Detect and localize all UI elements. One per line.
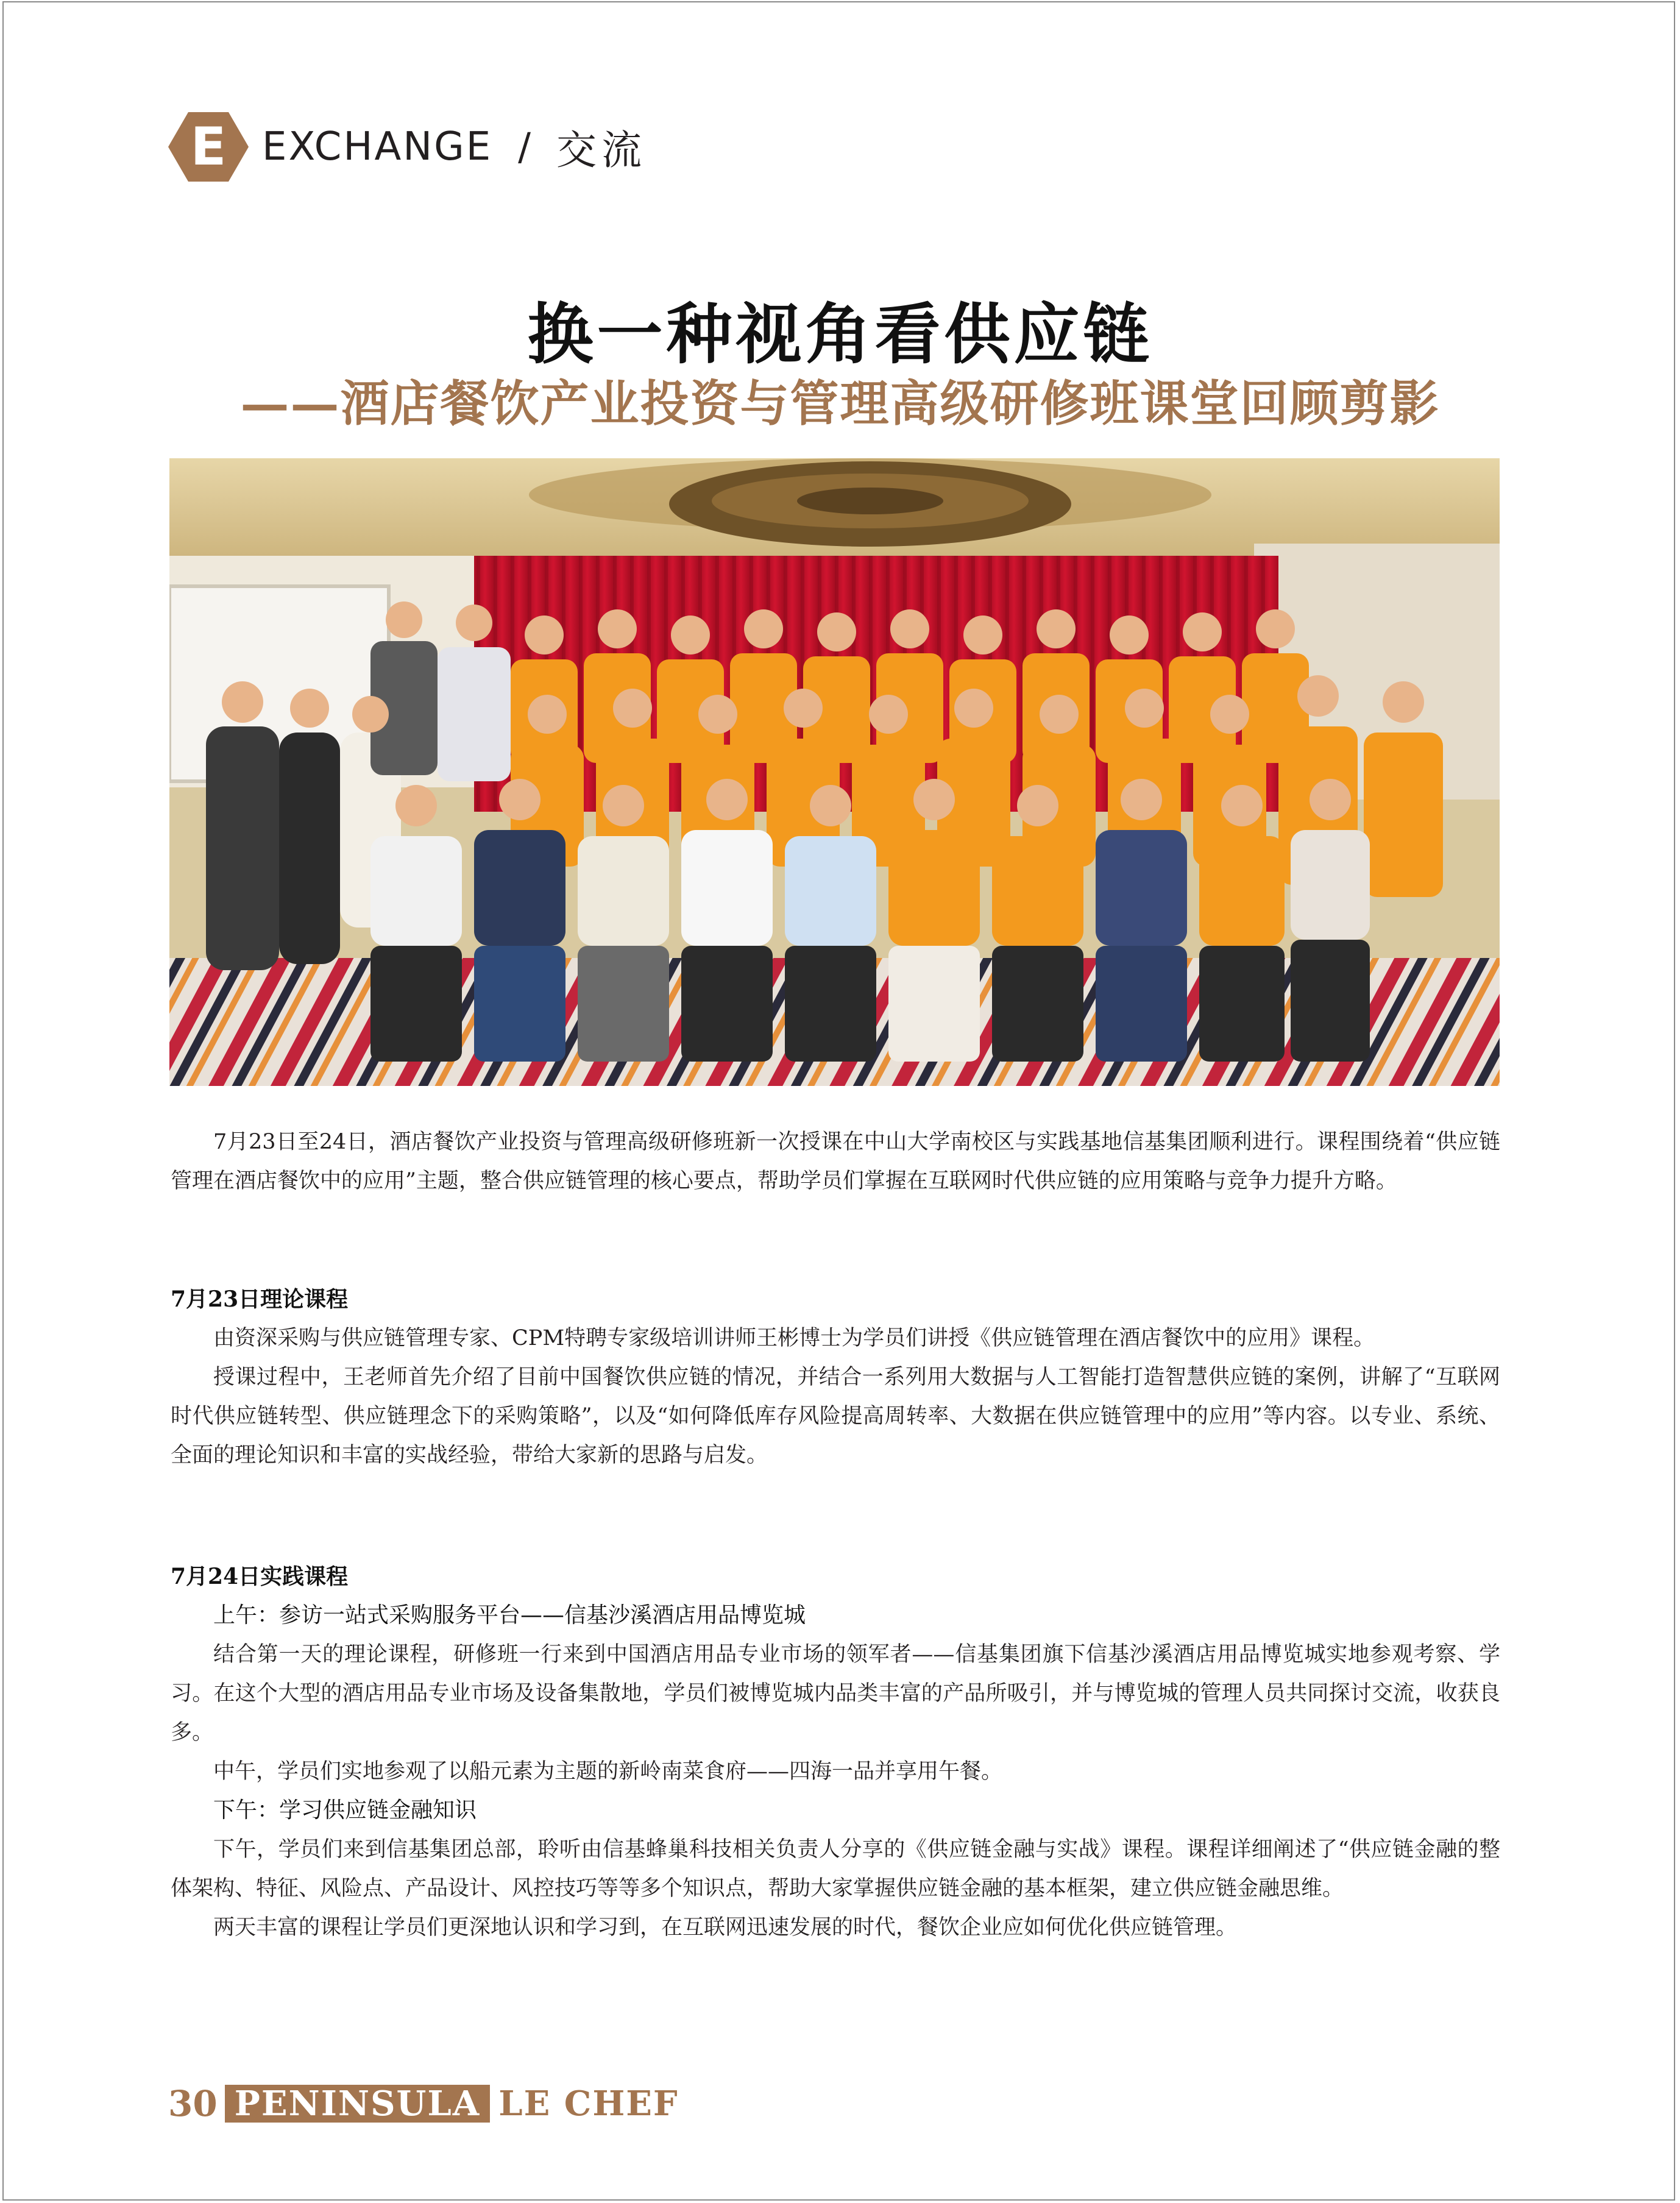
article-title: 换一种视角看供应链 <box>527 296 1153 373</box>
group-photo-illustration <box>169 458 1500 1086</box>
morning-heading: 上午：参访一站式采购服务平台——信基沙溪酒店用品博览城 <box>213 1603 806 1628</box>
section-header <box>168 108 647 185</box>
day1-paragraph-1: 由资深采购与供应链管理专家、CPM特聘专家级培训讲师王彬博士为学员们讲授《供应链管理在酒店餐饮中的应用》课程。 <box>213 1326 1375 1350</box>
section-label-cn: 交流 <box>556 127 647 174</box>
page-footer <box>168 2082 679 2125</box>
section-badge <box>168 112 249 182</box>
morning-paragraph-2: 中午，学员们实地参观了以船元素为主题的新岭南菜食府——四海一品并享用午餐。 <box>213 1759 1003 1784</box>
brand-name-rest: LE CHEF <box>498 2084 679 2124</box>
day1-paragraph-2: 授课过程中，王老师首先介绍了目前中国餐饮供应链的情况，并结合一系列用大数据与人工智能打造智慧供应链的案例，讲解了“互联网时代供应链转型、供应链理念下的采购策略”，以及“如何降低库存风险提高周转率、大数据在供应链管理中的应用”等内容。以专业、系统、全面的理论知识和丰富的实战经验，带给大家新的思路与启发。 <box>171 1365 1500 1467</box>
article-subtitle: ——酒店餐饮产业投资与管理高级研修班课堂回顾剪影 <box>240 375 1440 432</box>
page-number: 30 <box>168 2083 218 2124</box>
group-photo <box>169 458 1500 1086</box>
day1-section <box>171 1280 1500 1475</box>
brand-name-boxed: PENINSULA <box>225 2085 490 2123</box>
section-label-en: EXCHANGE <box>262 124 493 169</box>
day2-section <box>171 1557 1500 1947</box>
day2-heading: 7月24日实践课程 <box>171 1564 349 1589</box>
intro-paragraph: 7月23日至24日，酒店餐饮产业投资与管理高级研修班新一次授课在中山大学南校区与实践基地信基集团顺利进行。课程围绕着“供应链管理在酒店餐饮中的应用”主题，整合供应链管理的核心要点，帮助学员们掌握在互联网时代供应链的应用策略与竞争力提升方略。 <box>171 1130 1500 1193</box>
morning-paragraph-1: 结合第一天的理论课程，研修班一行来到中国酒店用品专业市场的领军者——信基集团旗下信基沙溪酒店用品博览城实地参观考察、学习。在这个大型的酒店用品专业市场及设备集散地，学员们被博览城内品类丰富的产品所吸引，并与博览城的管理人员共同探讨交流，收获良多。 <box>171 1642 1500 1745</box>
day1-heading: 7月23日理论课程 <box>171 1286 349 1312</box>
afternoon-heading: 下午：学习供应链金融知识 <box>213 1798 477 1823</box>
afternoon-paragraph: 下午，学员们来到信基集团总部，聆听由信基蜂巢科技相关负责人分享的《供应链金融与实战》课程。课程详细阐述了“供应链金融的整体架构、特征、风险点、产品设计、风控技巧等等多个知识点，帮助大家掌握供应链金融的基本框架，建立供应链金融思维。 <box>171 1837 1500 1901</box>
article-intro <box>171 1123 1500 1201</box>
badge-letter: E <box>190 116 227 177</box>
section-separator: / <box>518 124 531 169</box>
closing-paragraph: 两天丰富的课程让学员们更深地认识和学习到，在互联网迅速发展的时代，餐饮企业应如何优化供应链管理。 <box>213 1915 1238 1940</box>
